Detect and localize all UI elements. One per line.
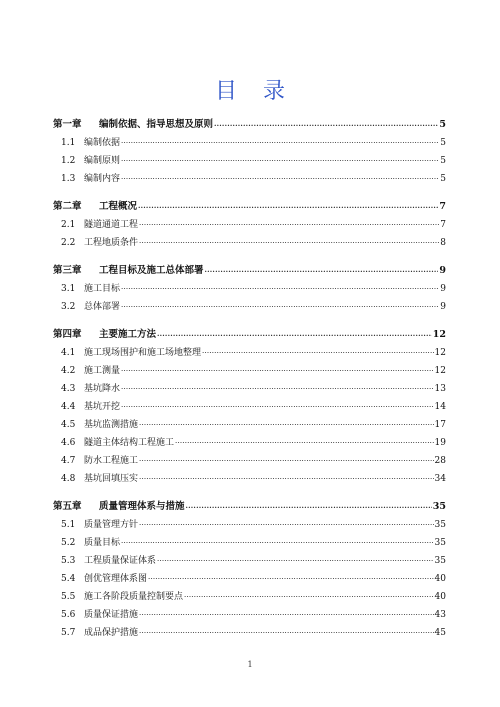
toc-section-entry[interactable] [53,276,446,294]
toc-entry-page: 9 [439,265,446,276]
dot-leader [214,118,438,128]
toc-entry-page: 28 [434,456,446,466]
toc-entry-page: 19 [434,438,446,448]
toc-entry-page: 35 [434,538,446,548]
toc-entry-title: 质量管理体系与措施 [99,501,185,512]
toc-entry-title: 工程质量保证体系 [84,556,157,566]
toc-entry-number: 2.1 [61,220,76,230]
page-title: 目录 [214,79,311,104]
dot-leader [205,264,439,274]
dot-leader [121,400,434,410]
toc-entry-title: 隧道主体结构工程施工 [84,438,175,448]
toc-entry-number: 4.3 [61,384,76,394]
dot-leader [148,572,434,582]
dot-leader [121,300,439,310]
toc-section-entry[interactable] [53,376,446,394]
dot-leader [121,282,439,292]
toc-entry-title: 质量管理方针 [84,520,139,530]
toc-section-entry[interactable] [53,166,446,184]
toc-entry-number: 4.1 [61,348,76,358]
toc-entry-number: 5.1 [61,520,76,530]
dot-leader [121,382,434,392]
toc-entry-page: 5 [440,174,446,184]
toc-entry-title: 编制依据、指导思想及原则 [99,119,214,130]
dot-leader [157,328,432,338]
toc-entry-page: 13 [434,384,446,394]
dot-leader [121,364,434,374]
toc-section-entry[interactable] [53,512,446,530]
toc-entry-page: 5 [440,138,446,148]
toc-entry-title: 总体部署 [84,302,121,312]
toc-section-entry[interactable] [53,566,446,584]
toc-entry-number: 4.6 [61,438,76,448]
dot-leader [175,436,434,446]
toc-entry-title: 施工目标 [84,284,121,294]
toc-entry-number: 4.4 [61,402,76,412]
toc-entry-page: 35 [434,520,446,530]
toc-entry-number: 5.4 [61,574,76,584]
dot-leader [121,154,439,164]
toc-entry-title: 防水工程施工 [84,456,139,466]
toc-entry-page: 7 [439,201,446,212]
toc-entry-number: 第五章 [53,501,82,512]
toc-entry-title: 编制内容 [84,174,121,184]
toc-section-entry[interactable] [53,340,446,358]
dot-leader [139,454,434,464]
toc-entry-number: 4.7 [61,456,76,466]
toc-entry-number: 4.2 [61,366,76,376]
toc-entry-page: 34 [434,474,446,484]
toc-chapter-entry[interactable] [53,108,446,130]
toc-entry-number: 5.3 [61,556,76,566]
toc-entry-number: 第一章 [53,119,82,130]
toc-entry-page: 9 [440,302,446,312]
toc-entry-number: 2.2 [61,238,76,248]
toc-entry-number: 3.1 [61,284,76,294]
toc-section-entry[interactable] [53,584,446,602]
toc-entry-title: 基坑降水 [84,384,121,394]
toc-entry-number: 5.5 [61,592,76,602]
toc-entry-title: 编制原则 [84,156,121,166]
toc-entry-number: 5.6 [61,610,76,620]
toc-chapter-entry[interactable] [53,318,446,340]
toc-entry-page: 14 [434,402,446,412]
toc-entry-page: 40 [434,592,446,602]
toc-entry-page: 17 [434,420,446,430]
dot-leader [139,218,439,228]
toc-entry-title: 工程概况 [99,201,138,212]
dot-leader [138,200,438,210]
dot-leader [139,472,434,482]
toc-entry-title: 工程目标及施工总体部署 [99,265,204,276]
dot-leader [139,626,434,636]
dot-leader [139,518,434,528]
toc-section-entry[interactable] [53,448,446,466]
dot-leader [202,346,434,356]
toc-section-entry[interactable] [53,230,446,248]
toc-entry-number: 第二章 [53,201,82,212]
toc-section-entry[interactable] [53,466,446,484]
toc-entry-page: 9 [440,284,446,294]
dot-leader [121,172,439,182]
toc-entry-page: 12 [434,366,446,376]
toc-chapter-entry[interactable] [53,190,446,212]
toc-entry-title: 施工现场围护和施工场地整理 [84,348,202,358]
toc-entry-number: 4.8 [61,474,76,484]
toc-entry-page: 40 [434,574,446,584]
toc-entry-title: 隧道通道工程 [84,220,139,230]
toc-entry-number: 4.5 [61,420,76,430]
toc-entry-page: 35 [432,501,446,512]
toc-entry-number: 5.2 [61,538,76,548]
toc-entry-title: 施工测量 [84,366,121,376]
toc-section-entry[interactable] [53,130,446,148]
dot-leader [121,536,434,546]
toc-entry-page: 12 [434,348,446,358]
toc-entry-title: 工程地质条件 [84,238,139,248]
toc-entry-number: 1.2 [61,156,76,166]
toc-chapter-entry[interactable] [53,254,446,276]
toc-section-entry[interactable] [53,394,446,412]
toc-entry-title: 主要施工方法 [99,329,157,340]
toc-entry-title: 质量目标 [84,538,121,548]
toc-section-entry[interactable] [53,620,446,638]
toc-section-entry[interactable] [53,602,446,620]
toc-entry-title: 质量保证措施 [84,610,139,620]
toc-entry-title: 基坑回填压实 [84,474,139,484]
toc-chapter-entry[interactable] [53,490,446,512]
toc-entry-page: 12 [432,329,446,340]
toc-entry-page: 8 [440,238,446,248]
toc-entry-number: 5.7 [61,628,76,638]
toc-section-entry[interactable] [53,430,446,448]
dot-leader [139,418,434,428]
toc-section-entry[interactable] [53,530,446,548]
toc-entry-title: 基坑开挖 [84,402,121,412]
dot-leader [139,608,434,618]
toc-entry-title: 创优管理体系图 [84,574,148,584]
dot-leader [139,236,439,246]
toc-section-entry[interactable] [53,548,446,566]
toc-section-entry[interactable] [53,294,446,312]
toc-entry-page: 35 [434,556,446,566]
toc-section-entry[interactable] [53,148,446,166]
toc-entry-page: 5 [440,156,446,166]
toc-section-entry[interactable] [53,212,446,230]
dot-leader [186,500,432,510]
page-number: 1 [247,660,253,669]
toc-entry-number: 第四章 [53,329,82,340]
toc-entry-page: 45 [434,628,446,638]
toc-entry-title: 基坑监测措施 [84,420,139,430]
toc-entry-page: 7 [440,220,446,230]
toc-entry-title: 成品保护措施 [84,628,139,638]
toc-entry-number: 1.1 [61,138,76,148]
toc-entry-number: 第三章 [53,265,82,276]
toc-entry-number: 1.3 [61,174,76,184]
dot-leader [121,136,439,146]
toc-section-entry[interactable] [53,358,446,376]
dot-leader [157,554,434,564]
toc-section-entry[interactable] [53,412,446,430]
toc-entry-number: 3.2 [61,302,76,312]
toc-entry-page: 5 [439,119,446,130]
toc-entry-title: 编制依据 [84,138,121,148]
toc-entry-title: 施工各阶段质量控制要点 [84,592,184,602]
dot-leader [184,590,434,600]
table-of-contents [53,108,446,638]
toc-entry-page: 43 [434,610,446,620]
